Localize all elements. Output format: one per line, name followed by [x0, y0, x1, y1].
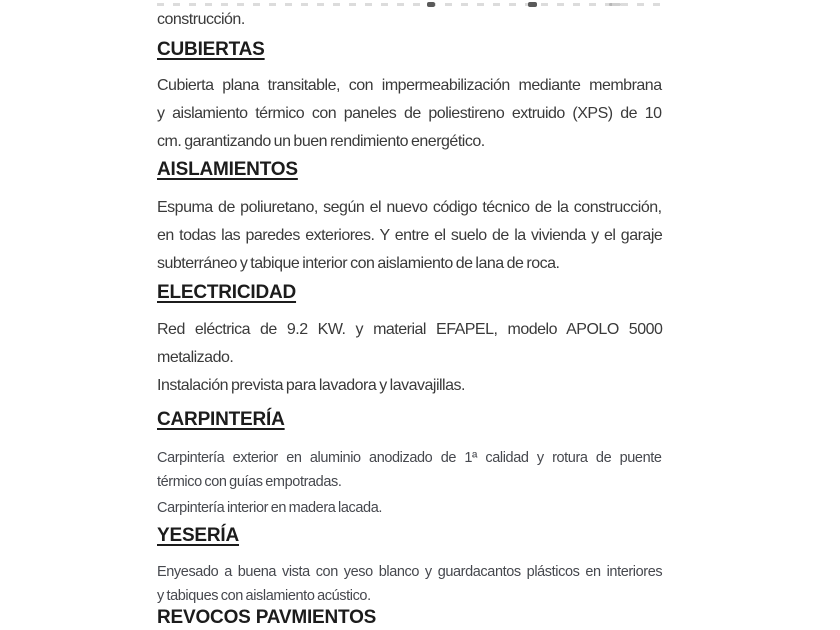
text-line: y tabiques con aislamiento acústico. — [157, 588, 371, 604]
section-heading-electricidad: ELECTRICIDAD — [157, 282, 297, 303]
text-line: Red eléctrica de 9.2 KW. y material EFAPEL, modelo APOLO 5000 — [157, 321, 663, 338]
intro-paragraph-last-line — [157, 6, 662, 34]
text-line: Carpintería interior en madera lacada. — [157, 500, 383, 516]
carpinteria-paragraph-2 — [157, 496, 662, 520]
text-line: y aislamiento térmico con paneles de poliestireno extruido (XPS) de 10 — [157, 105, 662, 122]
section-heading-carpinteria: CARPINTERÍA — [157, 409, 285, 430]
electricidad-paragraph-1 — [157, 316, 662, 372]
text-line: cm. garantizando un buen rendimiento energético. — [157, 133, 485, 150]
cubiertas-paragraph — [157, 72, 662, 156]
section-heading-aislamientos: AISLAMIENTOS — [157, 159, 298, 180]
text-line: subterráneo y tabique interior con aislamiento de lana de roca. — [157, 255, 560, 272]
electricidad-paragraph-2 — [157, 372, 662, 400]
text-line: construcción. — [157, 11, 245, 28]
carpinteria-paragraph-1 — [157, 446, 662, 494]
text-line: térmico con guías empotradas. — [157, 474, 342, 490]
text-line: Carpintería exterior en aluminio anodizado de 1ª calidad y rotura de puente — [157, 450, 662, 466]
yeseria-paragraph — [157, 560, 662, 608]
aislamientos-paragraph — [157, 194, 662, 278]
text-line: en todas las paredes exteriores. Y entre el suelo de la vivienda y el garaje — [157, 227, 663, 244]
section-heading-revocos-pavmientos: REVOCOS PAVMIENTOS — [157, 607, 377, 628]
text-line: Enyesado a buena vista con yeso blanco y guardacantos plásticos en interiores — [157, 564, 663, 580]
text-line: Cubierta plana transitable, con impermeabilización mediante membrana — [157, 77, 662, 94]
section-heading-yeseria: YESERÍA — [157, 525, 240, 546]
text-line: Instalación prevista para lavadora y lavavajillas. — [157, 377, 465, 394]
section-heading-cubiertas: CUBIERTAS — [157, 39, 265, 60]
text-line: metalizado. — [157, 349, 234, 366]
text-line: Espuma de poliuretano, según el nuevo código técnico de la construcción, — [157, 199, 662, 216]
